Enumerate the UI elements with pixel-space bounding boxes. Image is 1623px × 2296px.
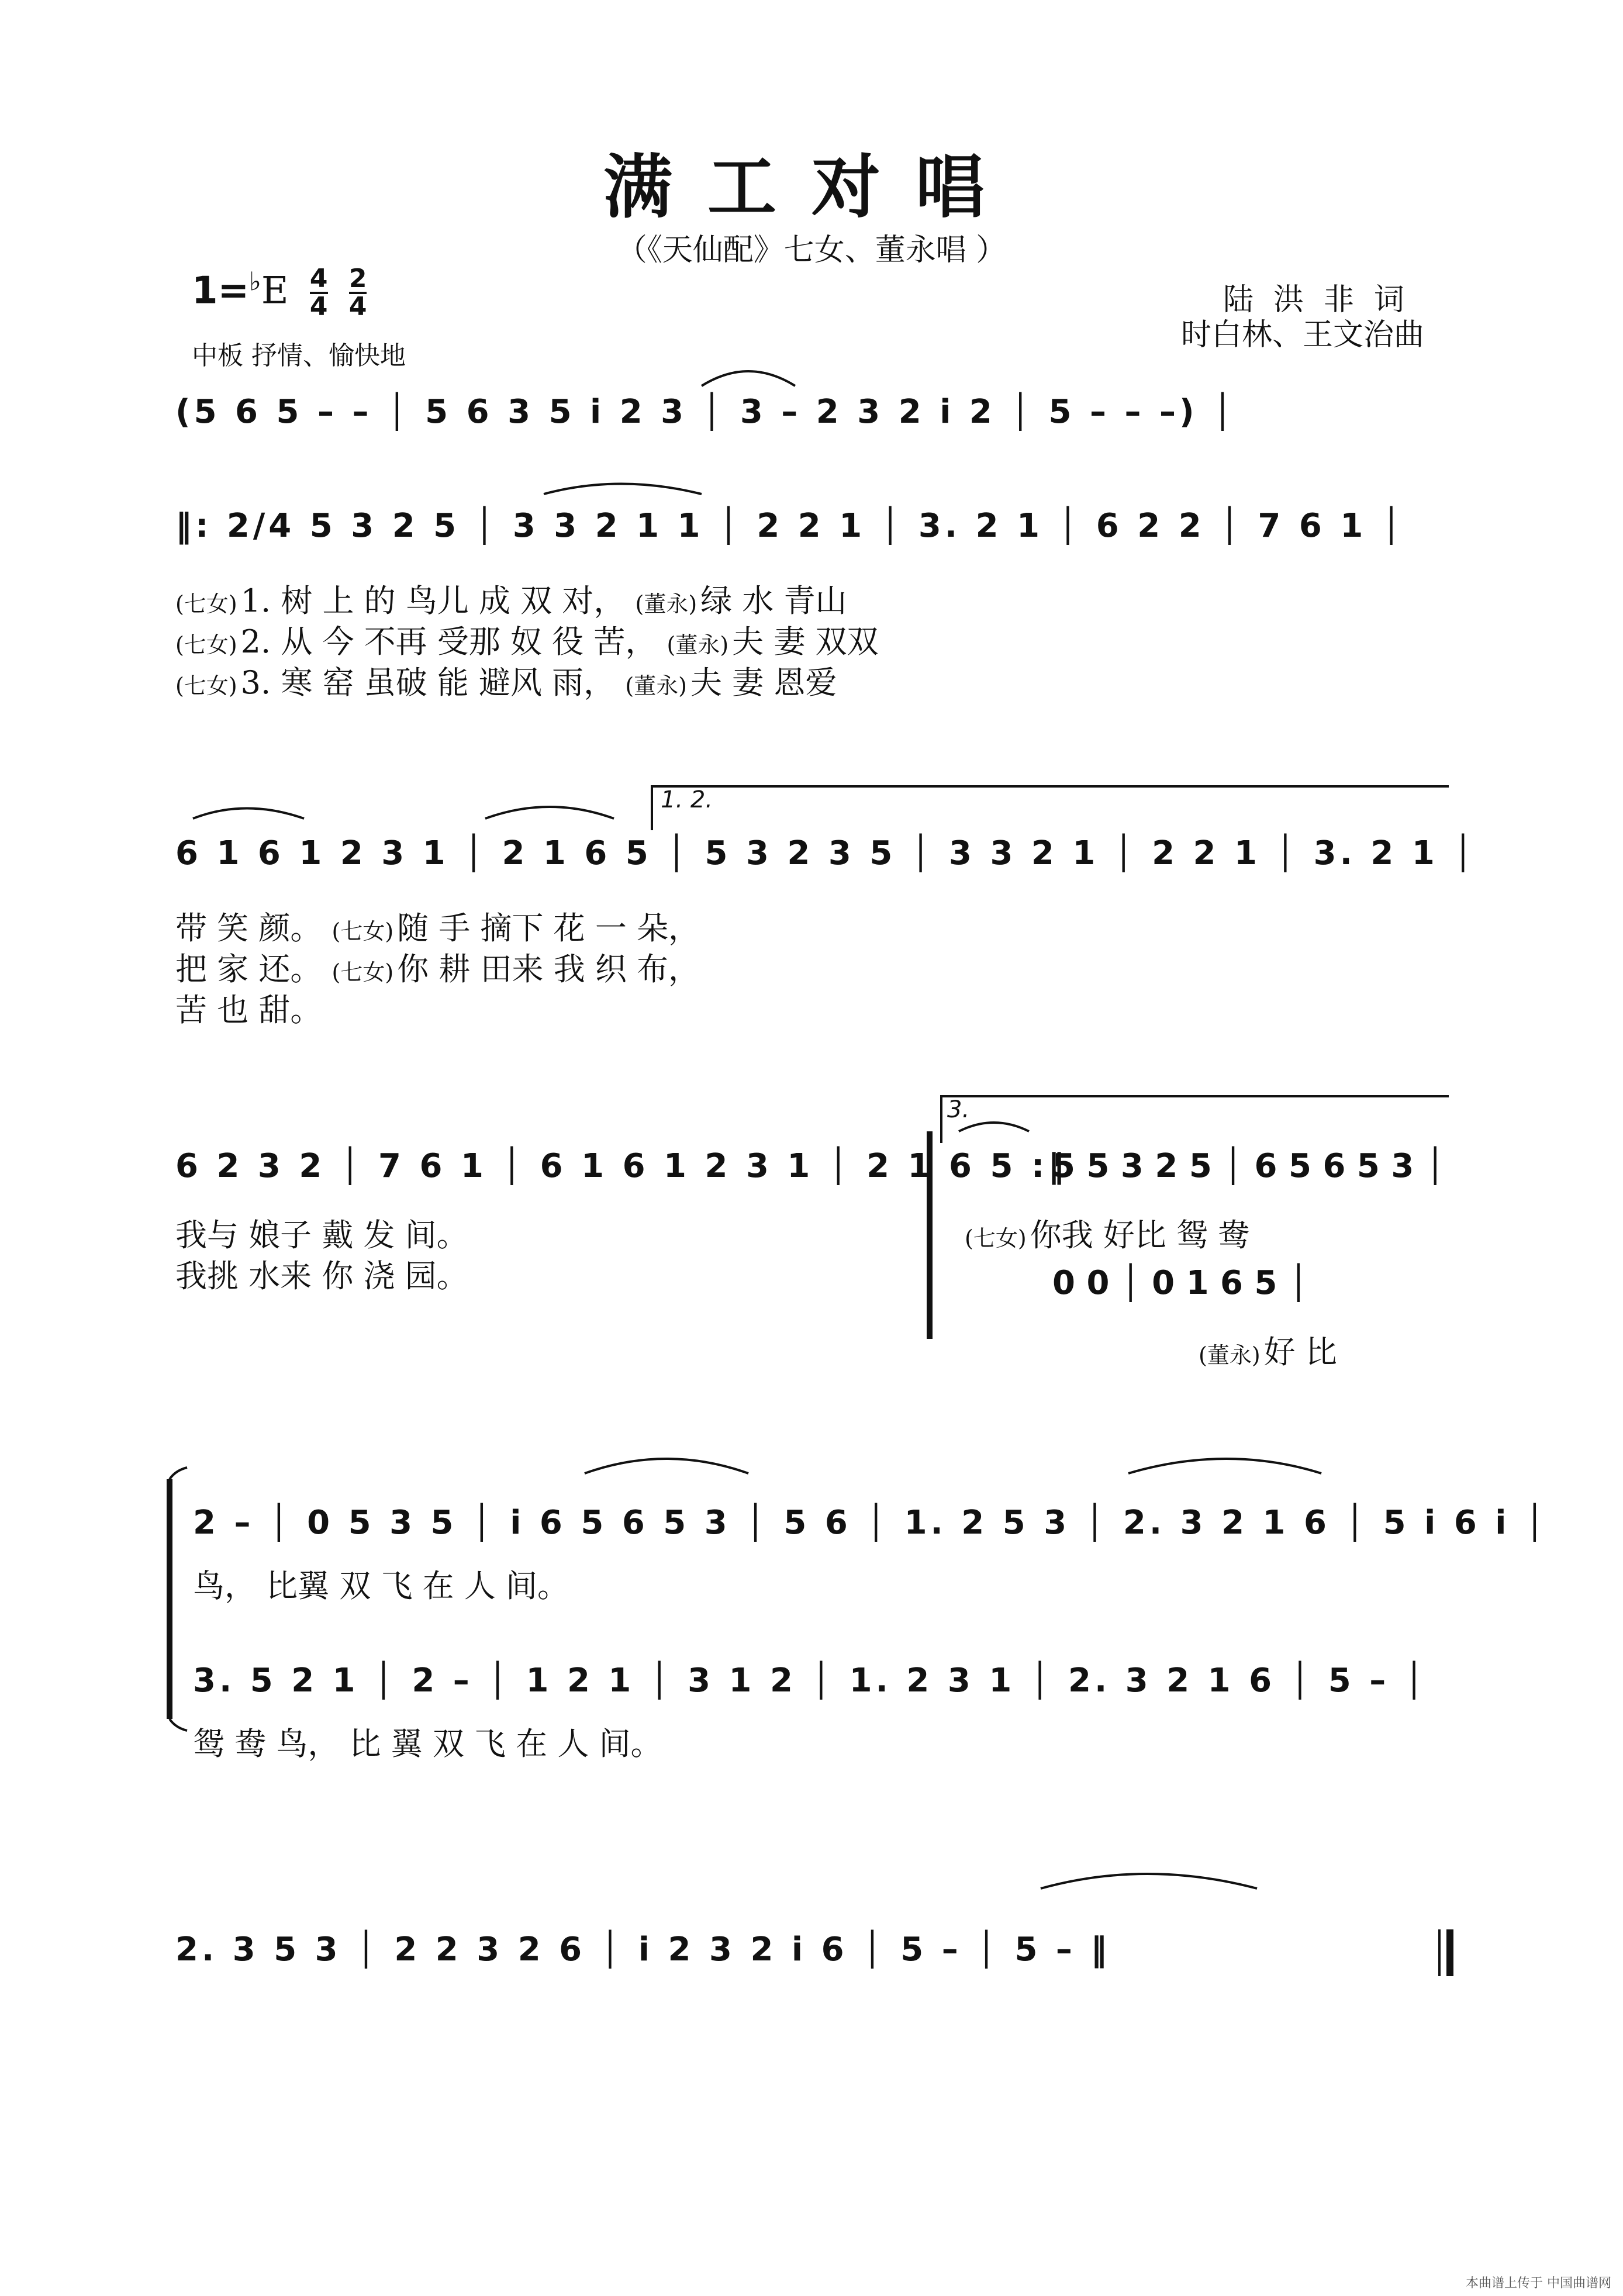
lower-voice-notes: 3. 5 2 1 │ 2 – │ 1 2 1 │ 3 1 2 │ 1. 2 3 1 │ 2. 3 2 1 6 │ 5 – │ bbox=[193, 1662, 1428, 1700]
lyric-verse-1: (七女) 1. 树 上 的 鸟儿 成 双 对， (董永) 绿 水 青山 bbox=[175, 582, 847, 619]
slur bbox=[1128, 1459, 1321, 1473]
bracket-hook-top bbox=[170, 1468, 187, 1479]
notes-line: ‖: 2/4 5 3 2 5 │ 3 3 2 1 1 │ 2 2 1 │ 3. 2 1 │ 6 2 2 │ 7 6 1 │ bbox=[175, 507, 1405, 545]
composer-credit: 时白林、王文治曲 bbox=[1180, 317, 1424, 353]
upper-voice-notes: 5 5 3 2 5 │ 6 5 6 5 3 │ bbox=[1052, 1147, 1445, 1185]
lyric-verse-2: 把 家 还。 (七女) 你 耕 田来 我 织 布， bbox=[175, 951, 700, 988]
lower-voice-notes: 0 0 │ 0 1 6 5 │ bbox=[1052, 1264, 1308, 1302]
slur bbox=[585, 1459, 748, 1473]
notes-line: 6 1 6 1 2 3 1 │ 2 1 6 5 │ 5 3 2 3 5 │ 3 3 2 1 │ 2 2 1 │ 3. 2 1 │ bbox=[175, 834, 1477, 872]
final-barline-thin bbox=[1438, 1929, 1441, 1976]
volta-bracket-1-2 bbox=[652, 786, 1449, 830]
watermark-text: 本曲谱上传于 中国曲谱网 bbox=[1466, 2276, 1611, 2291]
notes-line: (5 6 5 – – │ 5 6 3 5 i 2 3 │ 3 – 2 3 2 i 2 │ 5 – – –) │ bbox=[175, 393, 1236, 431]
slur bbox=[702, 371, 795, 386]
time-signature-4-4: $\frac{4}{4}$ bbox=[309, 264, 328, 322]
volta-bracket-3 bbox=[941, 1096, 1449, 1143]
page-title: 满工对唱 bbox=[603, 146, 1020, 227]
slur bbox=[193, 809, 304, 819]
lyric-verse-2: 我挑 水来 你 浇 园。 bbox=[175, 1258, 468, 1294]
volta-3: 3. bbox=[947, 1096, 970, 1123]
upper-voice-lyric: 鸟， 比翼 双 飞 在 人 间。 bbox=[193, 1568, 569, 1604]
volta-1-2: 1. 2. bbox=[661, 786, 713, 813]
lyric-verse-1: 带 笑 颜。 (七女) 随 手 摘下 花 一 朵， bbox=[175, 910, 700, 947]
upper-voice-lyric: (七女) 你我 好比 鸳 鸯 bbox=[965, 1217, 1250, 1254]
time-signature-2-4: $\frac{2}{4}$ bbox=[348, 264, 367, 322]
subtitle: （《天仙配》七女、董永唱 ） bbox=[616, 233, 1007, 268]
slur bbox=[1041, 1874, 1257, 1888]
notes-line: 2. 3 5 3 │ 2 2 3 2 6 │ i 2 3 2 i 6 │ 5 – │ 5 – ‖ bbox=[175, 1931, 1111, 1969]
notes-line: 6 2 3 2 │ 7 6 1 │ 6 1 6 1 2 3 1 │ 2 1 6 5 :‖ bbox=[175, 1147, 1068, 1185]
lyric-verse-1: 我与 娘子 戴 发 间。 bbox=[175, 1217, 468, 1254]
lower-voice-lyric: 鸳 鸯 鸟， 比 翼 双 飞 在 人 间。 bbox=[193, 1725, 662, 1762]
tempo-marking: 中板 抒情、愉快地 bbox=[192, 341, 406, 371]
key-signature: 1=♭E $\frac{4}{4}$ $\frac{2}{4}$ bbox=[192, 264, 367, 322]
slur bbox=[959, 1123, 1029, 1131]
final-barline-thick bbox=[1446, 1929, 1453, 1976]
lyric-verse-2: (七女) 2. 从 今 不再 受那 奴 役 苦， (董永) 夫 妻 双双 bbox=[175, 623, 879, 660]
lyricist-credit: 陆洪非词 bbox=[1223, 282, 1424, 317]
upper-voice-notes: 2 – │ 0 5 3 5 │ i 6 5 6 5 3 │ 5 6 │ 1. 2 5 3 │ 2. 3 2 1 6 │ 5 i 6 i │ bbox=[193, 1504, 1548, 1542]
slur bbox=[485, 807, 614, 819]
lyric-verse-3: (七女) 3. 寒 窑 虽破 能 避风 雨， (董永) 夫 妻 恩爱 bbox=[175, 664, 837, 701]
slur bbox=[544, 484, 702, 495]
lower-voice-lyric: (董永) 好 比 bbox=[1199, 1334, 1337, 1370]
lyric-verse-3: 苦 也 甜。 bbox=[175, 992, 322, 1028]
bracket-hook-bottom bbox=[170, 1719, 187, 1731]
